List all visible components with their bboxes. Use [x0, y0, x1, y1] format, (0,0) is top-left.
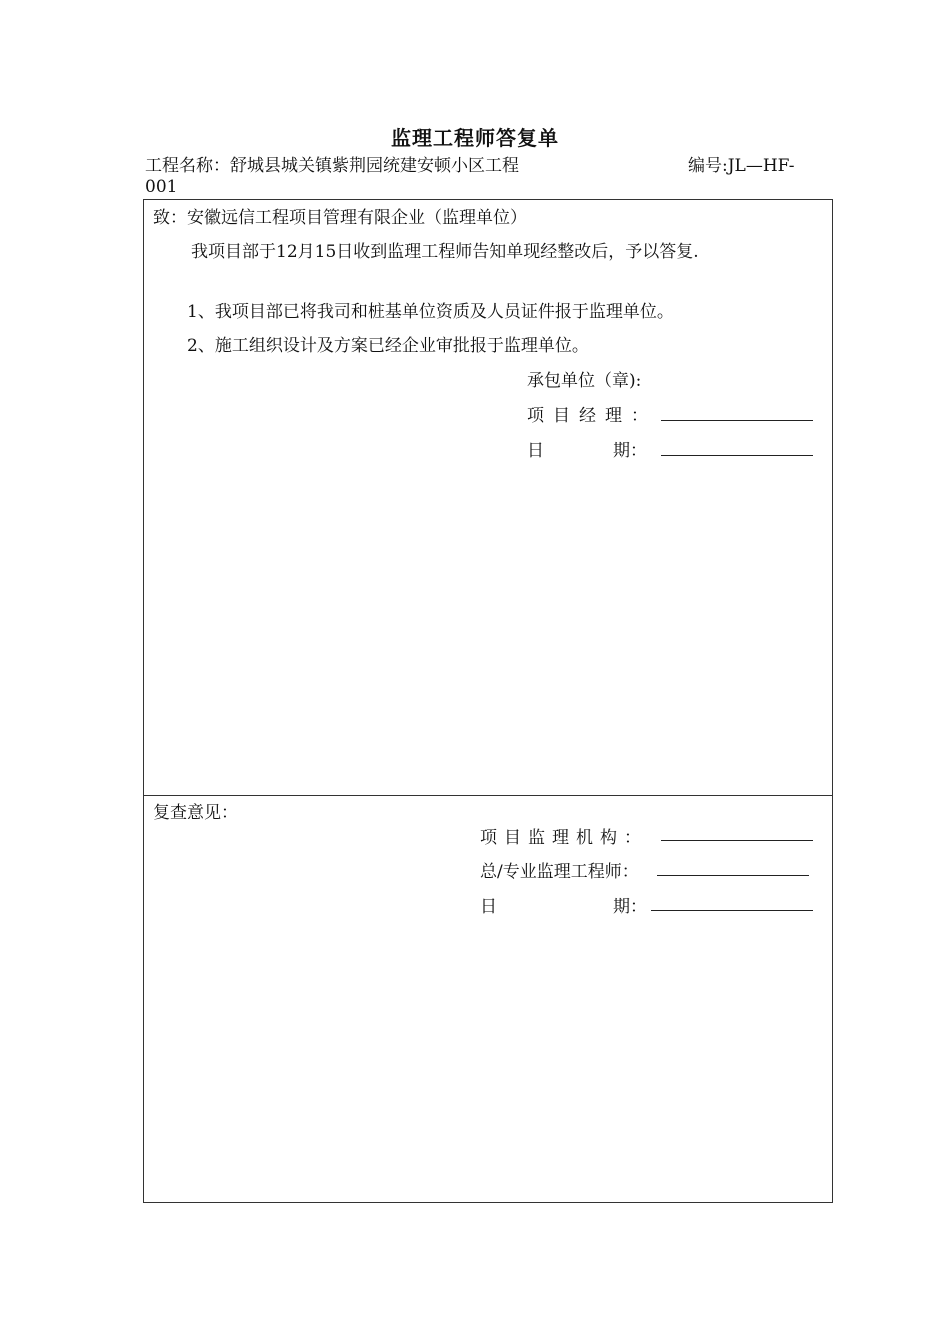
review-section [143, 795, 833, 1203]
document-title: 监理工程师答复单 [391, 126, 559, 150]
review-opinion-label: 复查意见： [153, 803, 238, 823]
project-manager-signature-line[interactable] [661, 420, 813, 421]
supervision-org-signature-line[interactable] [661, 840, 813, 841]
review-date-label-start: 日 [480, 897, 497, 917]
reply-date-label-start: 日 [527, 441, 544, 461]
recipient-line: 致：安徽远信工程项目管理有限企业（监理单位） [153, 208, 527, 228]
reply-item-2: 2、施工组织设计及方案已经企业审批报于监理单位。 [187, 336, 589, 356]
chief-engineer-signature-line[interactable] [657, 875, 809, 876]
reply-date-line[interactable] [661, 455, 813, 456]
reply-item-1: 1、我项目部已将我司和桩基单位资质及人员证件报于监理单位。 [187, 302, 674, 322]
document-number: 编号:JL—HF- [688, 156, 795, 176]
reply-date-label-end: 期： [613, 441, 647, 461]
project-manager-label: 项目经理： [527, 406, 657, 426]
review-date-label-end: 期： [613, 897, 647, 917]
review-date-line[interactable] [651, 910, 813, 911]
project-name: 工程名称：舒城县城关镇紫荆园统建安顿小区工程 [145, 156, 519, 176]
supervision-org-label: 项目监理机构： [480, 828, 648, 848]
reply-section [143, 199, 833, 796]
chief-engineer-label: 总/专业监理工程师： [480, 862, 639, 882]
reply-intro: 我项目部于12月15日收到监理工程师告知单现经整改后，予以答复. [191, 242, 699, 262]
document-number-continued: 001 [145, 177, 178, 197]
contractor-label: 承包单位（章): [527, 371, 642, 391]
